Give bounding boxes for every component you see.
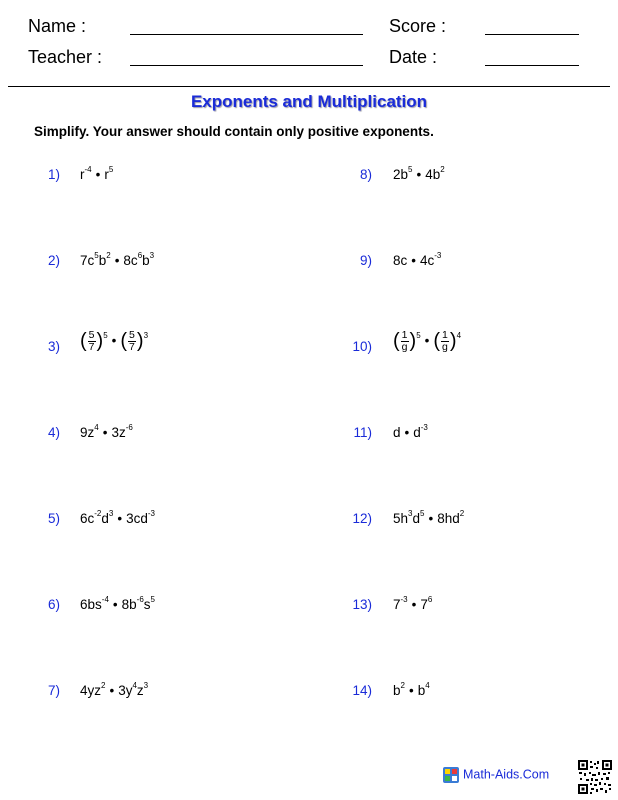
term: 8hd [437, 511, 460, 526]
exponent: 6 [427, 595, 433, 604]
date-field[interactable] [485, 65, 579, 66]
exponent: 5 [103, 331, 108, 341]
problem-14 [393, 683, 430, 698]
term: 3cd [126, 511, 148, 526]
exponent: 2 [106, 251, 111, 260]
problem-2 [80, 253, 154, 268]
paren: ) [449, 330, 457, 353]
base: 2b [393, 167, 409, 182]
base: 4b [425, 167, 441, 182]
exponent: 3 [149, 251, 155, 260]
site-name: Math-Aids.Com [463, 767, 550, 782]
problem-13 [393, 597, 432, 612]
numerator: 1 [401, 329, 408, 341]
base: b [417, 683, 426, 698]
problem-10 [393, 330, 461, 353]
exponent: 5 [108, 165, 114, 174]
fraction [88, 330, 96, 353]
base: d [393, 425, 401, 440]
problem-number: 9) [359, 253, 372, 268]
term: 6c [80, 511, 95, 526]
teacher-label: Teacher : [28, 47, 103, 67]
score-label: Score : [389, 16, 447, 36]
base: 6bs [80, 597, 102, 612]
base: 4yz [80, 683, 102, 698]
problem-12 [393, 511, 464, 526]
base: 3z [111, 425, 126, 440]
exponent: 4 [425, 681, 430, 690]
term: 5h [393, 511, 409, 526]
exponent: 5 [416, 331, 421, 341]
exponent: 3 [108, 509, 114, 518]
base: r [104, 167, 109, 182]
footer-brand [443, 767, 549, 783]
multiply-dot: • [114, 253, 120, 268]
exponent: 2 [440, 165, 445, 174]
denominator: g [442, 341, 448, 353]
paren: ) [136, 330, 144, 353]
exponent: 5 [150, 595, 155, 604]
problem-9 [393, 253, 441, 268]
exponent: 5 [420, 509, 425, 518]
base: 7 [393, 597, 401, 612]
fraction [441, 330, 449, 353]
problem-number: 13) [352, 597, 372, 612]
numerator: 1 [442, 329, 448, 341]
problem-number: 11) [353, 425, 372, 440]
exponent: 2 [459, 509, 465, 518]
denominator: 7 [88, 341, 95, 353]
exponent: 6 [137, 251, 143, 260]
exponent: -2 [94, 509, 102, 518]
term: b [142, 253, 150, 268]
header-divider [8, 86, 610, 87]
problem-number: 8) [359, 167, 372, 182]
base: 9z [80, 425, 95, 440]
exponent: -3 [434, 251, 442, 260]
exponent: 3 [408, 509, 413, 518]
teacher-field[interactable] [130, 65, 363, 66]
problem-number: 6) [47, 597, 60, 612]
term: d [412, 511, 420, 526]
denominator: 7 [129, 341, 135, 353]
paren: ( [433, 330, 441, 353]
denominator: g [401, 341, 408, 353]
multiply-dot: • [411, 597, 417, 612]
paren: ) [96, 330, 104, 353]
exponent: 4 [456, 331, 462, 341]
problem-8 [393, 167, 445, 182]
multiply-dot: • [117, 511, 123, 526]
exponent: 3 [143, 331, 149, 341]
problem-6 [80, 597, 155, 612]
problem-number: 14) [352, 683, 372, 698]
problem-number: 4) [47, 425, 60, 440]
problem-number: 7) [47, 683, 60, 698]
exponent: 5 [408, 165, 413, 174]
qr-code-icon [578, 760, 612, 794]
numerator: 5 [88, 329, 95, 341]
date-label: Date : [389, 47, 438, 67]
exponent: -3 [400, 595, 408, 604]
multiply-dot: • [428, 511, 434, 526]
multiply-dot: • [416, 167, 422, 182]
multiply-dot: • [109, 683, 115, 698]
term: 7c [80, 253, 95, 268]
term: d [101, 511, 109, 526]
exponent: -3 [147, 509, 155, 518]
exponent: -6 [125, 423, 133, 432]
worksheet-title: Exponents and Multiplication [190, 92, 428, 111]
problem-3 [80, 330, 148, 353]
exponent: -3 [420, 423, 428, 432]
problem-number: 3) [47, 339, 60, 354]
term: s [143, 597, 151, 612]
exponent: 5 [94, 251, 99, 260]
term: b [98, 253, 107, 268]
term: 8b [121, 597, 137, 612]
numerator: 5 [129, 329, 135, 341]
exponent: 2 [101, 681, 106, 690]
multiply-dot: • [408, 683, 414, 698]
problem-7 [80, 683, 148, 698]
base: r [80, 167, 85, 182]
instructions: Simplify. Your answer should contain only positive exponents. [34, 124, 434, 139]
multiply-dot: • [424, 333, 430, 349]
fraction [128, 330, 136, 353]
multiply-dot: • [111, 333, 117, 349]
paren: ( [120, 330, 128, 353]
paren: ( [393, 330, 400, 353]
exponent: -4 [101, 595, 109, 604]
problem-4 [80, 425, 133, 440]
multiply-dot: • [95, 167, 101, 182]
multiply-dot: • [102, 425, 108, 440]
exponent: 4 [132, 681, 137, 690]
problem-1 [80, 167, 113, 182]
base: d [413, 425, 421, 440]
base: 7 [420, 597, 428, 612]
base: 8c [393, 253, 408, 268]
problem-number: 1) [47, 167, 60, 182]
fraction [401, 330, 409, 353]
paren: ) [409, 330, 417, 353]
term: 3y [118, 683, 133, 698]
problem-number: 12) [352, 511, 372, 526]
exponent: 4 [94, 423, 99, 432]
score-field[interactable] [485, 34, 579, 35]
multiply-dot: • [112, 597, 118, 612]
name-field[interactable] [130, 34, 363, 35]
term: 8c [123, 253, 138, 268]
paren: ( [80, 330, 87, 353]
multiply-dot: • [411, 253, 416, 268]
base: b [393, 683, 401, 698]
problem-number: 2) [47, 253, 60, 268]
term: z [136, 683, 144, 698]
problem-number: 5) [47, 511, 60, 526]
exponent: 2 [400, 681, 405, 690]
problem-5 [80, 511, 155, 526]
exponent: -6 [136, 595, 144, 604]
base: 4c [420, 253, 435, 268]
exponent: -4 [84, 165, 92, 174]
calculator-logo-icon [443, 767, 459, 783]
problem-11 [393, 425, 428, 440]
name-label: Name : [28, 16, 87, 36]
multiply-dot: • [404, 425, 410, 440]
problem-number: 10) [352, 339, 372, 354]
exponent: 3 [143, 681, 149, 690]
